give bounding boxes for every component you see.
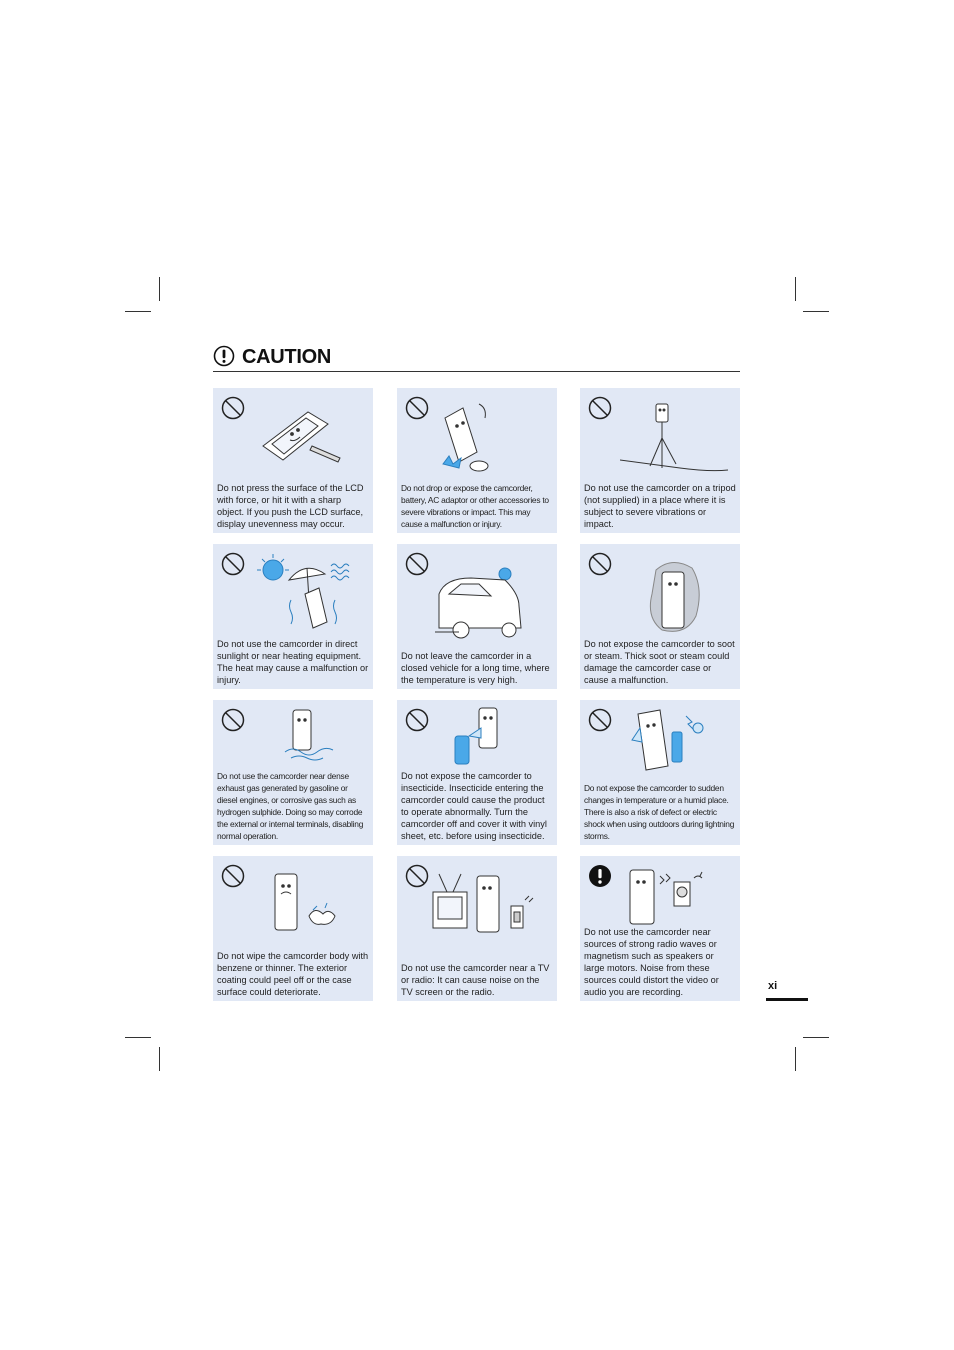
camcorder-drop-illustration — [435, 398, 515, 473]
caution-text: Do not wipe the camcorder body with benzene or thinner. The exterior coating could peel off or the case surface could deteriorate. — [217, 951, 369, 997]
caution-text: Do not press the surface of the LCD with force, or hit it with a sharp object. If you push the LCD surface, display unevenness may occur. — [217, 483, 364, 529]
prohibited-icon — [588, 552, 612, 576]
prohibited-icon — [405, 396, 429, 420]
crop-mark — [125, 1037, 151, 1038]
caution-text: Do not expose the camcorder to sudden changes in temperature or a humid place. There is also a risk of defect or electric shock when using outdoors during lightning storms. — [584, 783, 735, 841]
caution-card-closed-vehicle — [397, 544, 557, 689]
speaker-illustration — [624, 866, 720, 928]
crop-mark — [803, 311, 829, 312]
caution-text: Do not use the camcorder on a tripod (not supplied) in a place where it is subject to severe vibrations or impact. — [584, 483, 736, 529]
crop-mark — [125, 311, 151, 312]
caution-card-soot-steam — [580, 544, 740, 689]
prohibited-icon — [405, 864, 429, 888]
caution-exclamation-icon — [588, 864, 612, 888]
caution-text: Do not expose the camcorder to insecticide. Insecticide entering the camcorder could cause the product to operate abnormally. Turn the camcorder off and cover it with vinyl sheet, etc. before using insecticide. — [401, 771, 547, 841]
car-illustration — [435, 558, 553, 640]
caution-text: Do not use the camcorder near a TV or radio: It can cause noise on the TV screen or the radio. — [401, 963, 550, 997]
crop-mark — [803, 1037, 829, 1038]
exhaust-gas-illustration — [281, 706, 341, 764]
benzene-wipe-illustration — [269, 870, 349, 936]
caution-text: Do not expose the camcorder to soot or steam. Thick soot or steam could damage the camcorder case or cause a malfunction. — [584, 639, 735, 685]
crop-mark — [159, 277, 160, 301]
caution-text: Do not use the camcorder near sources of strong radio waves or magnetism such as speakers or large motors. Noise from these sources could distort the video or audio you are recording. — [584, 927, 719, 997]
page-number: xi — [768, 980, 778, 992]
crop-mark — [795, 277, 796, 301]
prohibited-icon — [221, 552, 245, 576]
prohibited-icon — [405, 708, 429, 732]
sunlight-illustration — [255, 550, 365, 632]
caution-text: Do not use the camcorder in direct sunlight or near heating equipment. The heat may cause a malfunction or injury. — [217, 639, 369, 685]
tv-radio-illustration — [429, 870, 551, 936]
crop-mark — [159, 1047, 160, 1071]
prohibited-icon — [588, 396, 612, 420]
page-title: CAUTION — [242, 346, 332, 368]
caution-text: Do not use the camcorder near dense exhaust gas generated by gasoline or diesel engines, or corrosive gas such as hydrogen sulphide. Doing so may corrode the external or internal terminals, disabling normal operation. — [217, 771, 364, 841]
caution-card-radio-waves — [580, 856, 740, 1001]
insecticide-spray-illustration — [451, 706, 511, 768]
caution-card-drop-vibration — [397, 388, 557, 533]
page-number-bar — [766, 998, 808, 1001]
caution-header — [213, 344, 740, 372]
caution-text: Do not drop or expose the camcorder, battery, AC adaptor or other accessories to severe vibrations or impact. This may cause a malfunction or injury. — [401, 483, 549, 529]
caution-card-lcd-pressure — [213, 388, 373, 533]
caution-card-sunlight — [213, 544, 373, 689]
caution-card-benzene-thinner — [213, 856, 373, 1001]
caution-card-tripod — [580, 388, 740, 533]
caution-card-insecticide — [397, 700, 557, 845]
caution-card-exhaust-gas — [213, 700, 373, 845]
prohibited-icon — [221, 396, 245, 420]
steam-illustration — [642, 558, 712, 638]
exclamation-circle-icon — [213, 345, 235, 367]
caution-text: Do not leave the camcorder in a closed vehicle for a long time, where the temperature is very high. — [401, 651, 550, 685]
prohibited-icon — [221, 708, 245, 732]
temperature-change-illustration — [628, 706, 708, 776]
prohibited-icon — [221, 864, 245, 888]
prohibited-icon — [405, 552, 429, 576]
caution-card-temperature-humidity — [580, 700, 740, 845]
camcorder-lcd-illustration — [258, 398, 348, 468]
crop-mark — [795, 1047, 796, 1071]
tripod-illustration — [620, 398, 730, 478]
prohibited-icon — [588, 708, 612, 732]
caution-card-tv-radio — [397, 856, 557, 1001]
